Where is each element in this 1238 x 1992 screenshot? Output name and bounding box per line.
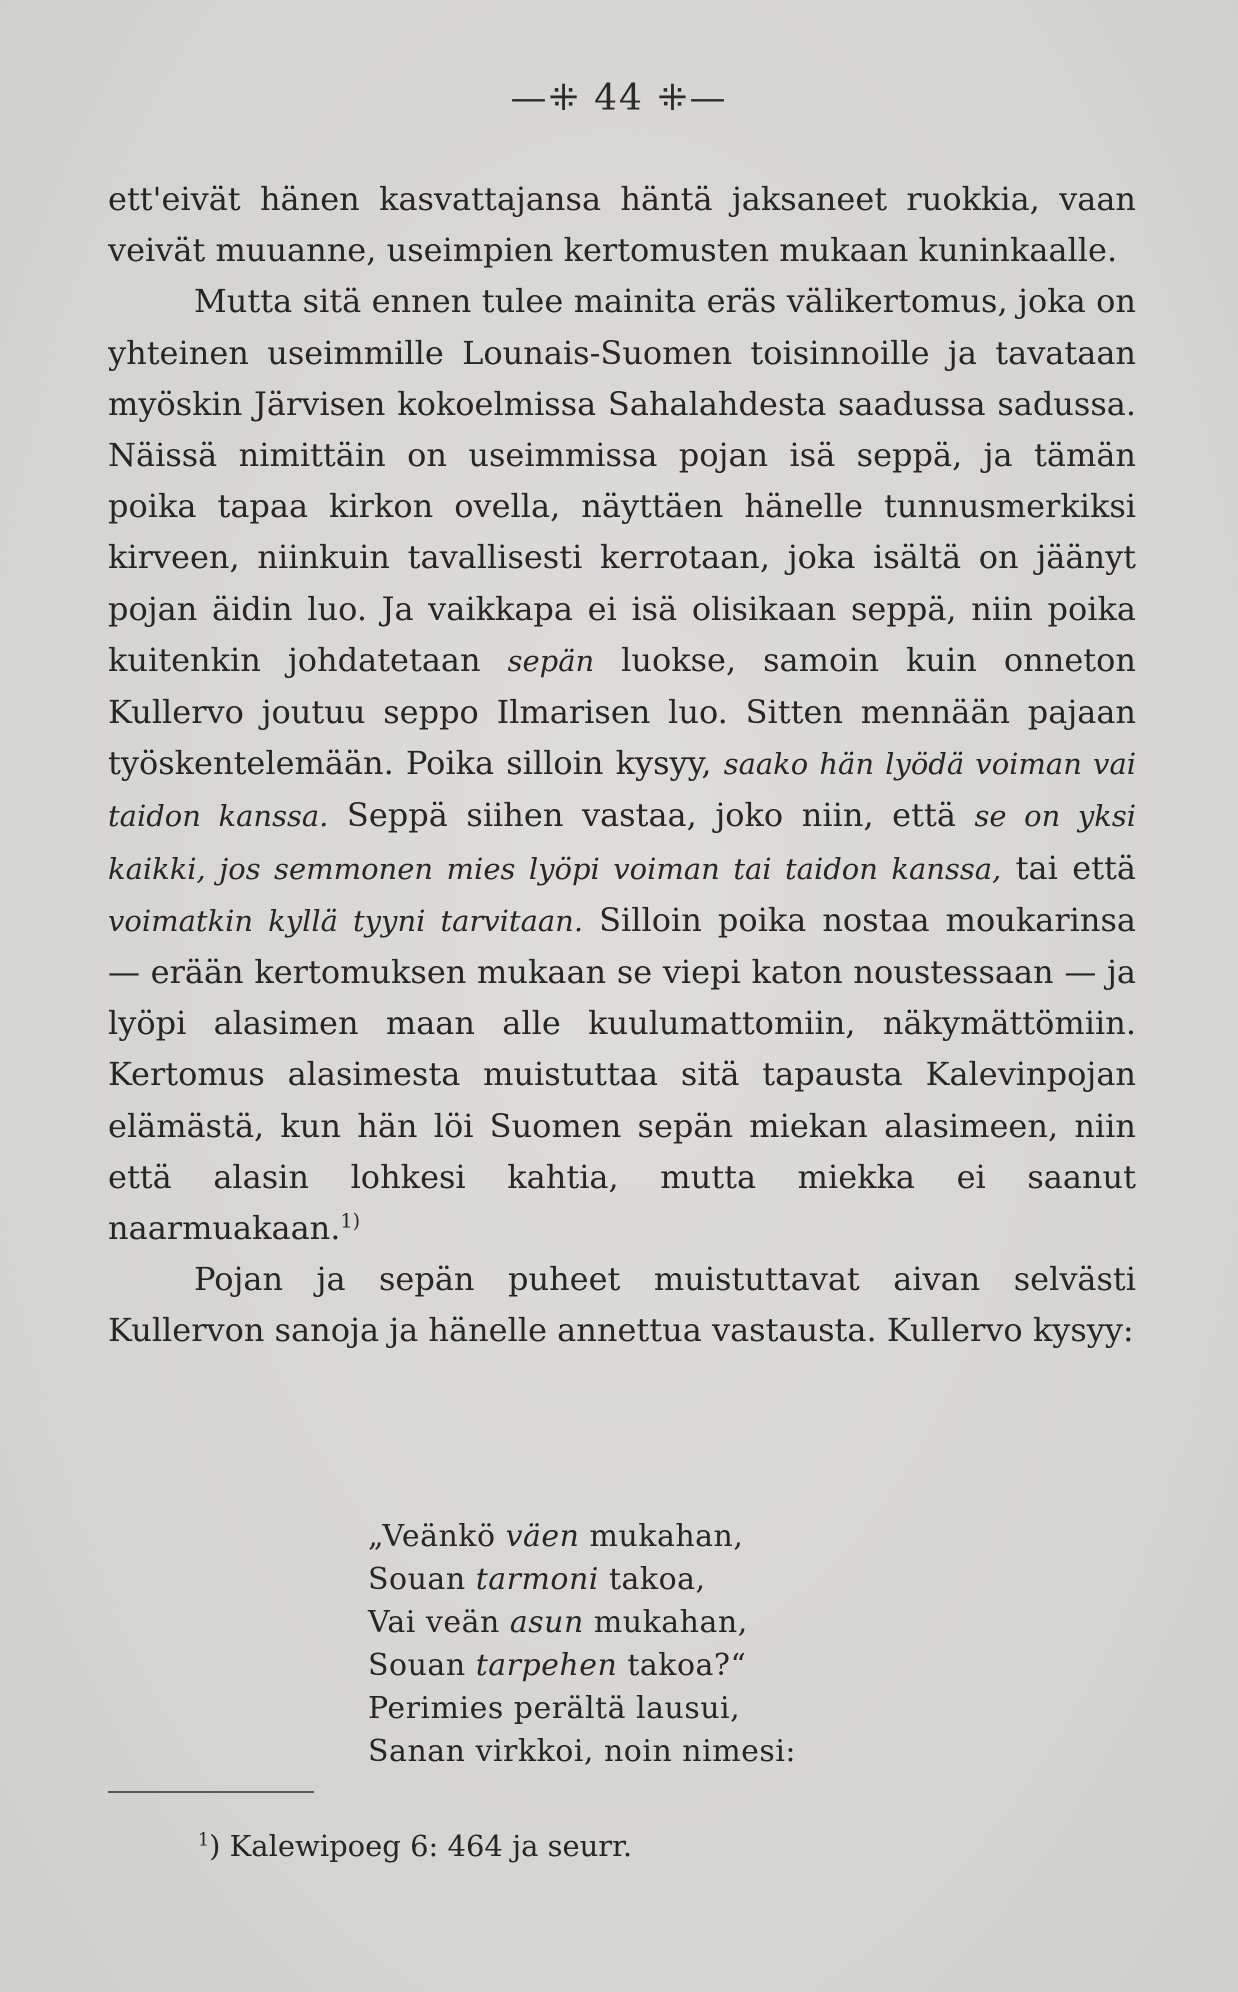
- poem-quote: [368, 1515, 796, 1773]
- text-run: Pojan ja sepän puheet muistuttavat aivan selvästi Kullervon sanoja ja hänelle annettua vastausta. Kullervo kysyy:: [108, 1260, 1136, 1350]
- footnote-text: ) Kalewipoeg 6: 464 ja seurr.: [209, 1829, 633, 1863]
- poem-line: [368, 1644, 796, 1687]
- italic-text: saako hän lyödä voiman vai taidon kanssa.: [108, 747, 1137, 834]
- poem-line: [368, 1601, 796, 1644]
- footnote: [198, 1826, 632, 1866]
- text-run: mukahan,: [583, 1605, 748, 1640]
- body-text: [108, 174, 1136, 1357]
- poem-line: [368, 1730, 796, 1773]
- italic-text: asun: [509, 1605, 584, 1640]
- italic-text: tarpehen: [475, 1648, 618, 1683]
- paragraph: [108, 276, 1136, 1254]
- text-run: ett'eivät hänen kasvattajansa häntä jaksaneet ruokkia, vaan veivät muuanne, useimpien kertomusten mukaan kuninkaalle.: [108, 180, 1136, 270]
- poem-line: [368, 1687, 796, 1730]
- text-run: Seppä siihen vastaa, joko niin, että: [328, 796, 975, 835]
- italic-text: tarmoni: [475, 1562, 599, 1597]
- italic-text: voimatkin kyllä tyyni tarvitaan.: [108, 903, 584, 938]
- paragraph: [108, 174, 1136, 276]
- poem-line: [368, 1558, 796, 1601]
- text-run: takoa?“: [617, 1648, 747, 1683]
- footnote-divider: [108, 1791, 314, 1793]
- footnote-reference: 1): [340, 1209, 361, 1233]
- text-run: Souan: [368, 1562, 476, 1597]
- text-run: Sanan virkkoi, noin nimesi:: [368, 1734, 797, 1769]
- text-run: Perimies perältä lausui,: [368, 1691, 741, 1726]
- page-number: —⁜ 44 ⁜—: [510, 78, 728, 119]
- text-run: „Veänkö: [368, 1519, 506, 1554]
- text-run: Vai veän: [368, 1605, 510, 1640]
- paragraph: [108, 1254, 1136, 1356]
- poem-line: [368, 1515, 796, 1558]
- text-run: takoa,: [598, 1562, 706, 1597]
- italic-text: sepän: [507, 643, 595, 678]
- footnote-marker: 1: [198, 1830, 210, 1851]
- text-run: Mutta sitä ennen tulee mainita eräs välikertomus, joka on yhteinen useimmille Lounais-Suomen toisinnoille ja tavataan myöskin Järvisen kokoelmissa Sahalahdesta saadussa sadussa. Näissä nimittäin on useimmissa pojan isä seppä, ja tämän poika tapaa kirkon ovella, näyttäen hänelle tunnusmerkiksi kirveen, niinkuin tavallisesti kerrotaan, joka isältä on jäänyt pojan äidin luo. Ja vaikkapa ei isä olisikaan seppä, niin poika kuitenkin johdatetaan: [108, 282, 1136, 679]
- text-run: luokse, samoin kuin onneton Kullervo joutuu seppo Ilmarisen luo. Sitten mennään pajaan työskentelemään. Poika silloin kysyy,: [108, 640, 1137, 783]
- text-run: Silloin poika nostaa moukarinsa — erään kertomuksen mukaan se viepi katon noustessaan — ja lyöpi alasimen maan alle kuulumattomiin, näkymättömiin. Kertomus alasimesta muistuttaa sitä tapausta Kalevinpojan elämästä, kun hän löi Suomen sepän miekan alasimeen, niin että alasin lohkesi kahtia, mutta miekka ei saanut naarmuakaan.: [108, 900, 1136, 1248]
- text-run: mukahan,: [579, 1519, 744, 1554]
- text-run: tai että: [1001, 848, 1136, 887]
- italic-text: väen: [505, 1519, 580, 1554]
- text-run: Souan: [368, 1648, 476, 1683]
- italic-text: se on yksi kaikki, jos semmonen mies lyöpi voiman tai taidon kanssa,: [108, 799, 1137, 886]
